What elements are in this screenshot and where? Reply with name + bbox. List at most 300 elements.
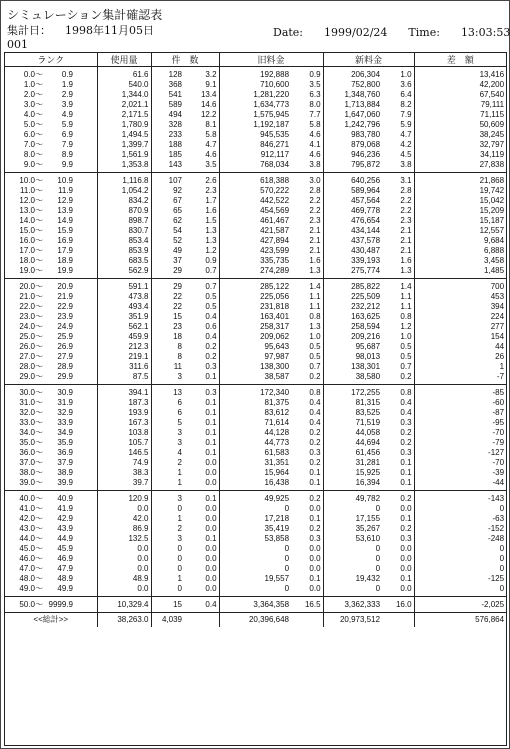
usage-cell: 212.3 — [97, 342, 151, 352]
count-pct-cell: 0.1 — [184, 448, 219, 458]
range-separator: ～ — [35, 428, 43, 437]
new-fee-pct-cell: 0.3 — [382, 448, 414, 458]
range-separator: ～ — [35, 322, 43, 331]
range-separator: ～ — [35, 362, 43, 371]
rank-cell — [5, 186, 97, 196]
new-fee-pct-cell: 0.1 — [382, 478, 414, 491]
diff-cell: 71,115 — [480, 110, 505, 119]
count-pct-cell: 0.0 — [184, 458, 219, 468]
col-usage-header: 使用量 — [97, 53, 151, 67]
new-fee-cell: 1,713,884 — [344, 100, 381, 109]
new-fee-cell: 0 — [375, 564, 381, 573]
count-pct-cell: 0.3 — [184, 362, 219, 372]
old-fee-cell: 258,317 — [260, 322, 290, 331]
count-cell: 92 — [173, 186, 182, 195]
rank-cell — [5, 584, 97, 597]
diff-cell: 19,742 — [479, 186, 505, 195]
table-row — [5, 196, 506, 206]
summary-table-frame — [4, 52, 507, 746]
rank-cell — [5, 514, 97, 524]
new-fee-cell: 457,564 — [351, 196, 381, 205]
rank-low: 15.0 — [19, 226, 35, 235]
old-fee-cell: 71,614 — [264, 418, 290, 427]
count-cell: 541 — [168, 90, 182, 99]
rank-high: 32.9 — [57, 408, 73, 417]
diff-cell: -152 — [488, 524, 505, 533]
usage-cell: 0.0 — [97, 504, 151, 514]
diff-cell: 15,042 — [479, 196, 505, 205]
old-fee-cell: 97,987 — [264, 352, 290, 361]
new-fee-pct-cell: 0.0 — [382, 504, 414, 514]
table-row — [5, 302, 506, 312]
count-pct-cell: 0.5 — [184, 302, 219, 312]
new-fee-pct-cell: 0.0 — [382, 554, 414, 564]
count-pct-cell: 0.6 — [184, 322, 219, 332]
new-fee-pct-cell: 0.1 — [382, 574, 414, 584]
print-time-label: Time: — [408, 26, 440, 39]
new-fee-cell: 31,281 — [355, 458, 381, 467]
table-row — [5, 597, 506, 613]
new-fee-cell: 589,964 — [351, 186, 381, 195]
count-cell: 67 — [173, 196, 182, 205]
new-fee-cell: 339,193 — [351, 256, 381, 265]
count-pct-cell: 0.4 — [184, 597, 219, 613]
diff-cell: 38,245 — [479, 130, 505, 139]
old-fee-cell: 3,364,358 — [219, 597, 291, 613]
count-pct-cell: 0.9 — [184, 256, 219, 266]
count-cell: 328 — [168, 120, 182, 129]
count-cell: 5 — [177, 418, 182, 427]
rank-high: 1.9 — [61, 80, 73, 89]
diff-cell: 32,797 — [479, 140, 505, 149]
rank-cell — [5, 100, 97, 110]
old-fee-pct-cell: 0.3 — [291, 448, 323, 458]
diff-cell: 0 — [414, 584, 506, 597]
table-row — [5, 140, 506, 150]
rank-high: 21.9 — [57, 292, 73, 301]
range-separator: ～ — [35, 408, 43, 417]
rank-cell — [5, 408, 97, 418]
range-separator: ～ — [35, 524, 43, 533]
count-pct-cell: 13.4 — [184, 90, 219, 100]
usage-cell: 0.0 — [97, 564, 151, 574]
range-separator: ～ — [35, 292, 43, 301]
new-fee-pct-cell: 0.1 — [382, 458, 414, 468]
rank-low: 4.0 — [23, 110, 35, 119]
new-fee-pct-cell: 3.6 — [382, 80, 414, 90]
count-pct-cell: 0.3 — [184, 385, 219, 399]
diff-cell: 79,111 — [480, 100, 505, 109]
total-label: <<総計>> — [5, 613, 97, 628]
table-row — [5, 206, 506, 216]
rank-high: 0.9 — [61, 70, 73, 79]
rank-low: 11.0 — [20, 186, 35, 195]
new-fee-pct-cell: 4.5 — [382, 150, 414, 160]
rank-cell — [5, 544, 97, 554]
table-row — [5, 418, 506, 428]
table-row — [5, 236, 506, 246]
diff-cell: 26 — [495, 352, 505, 361]
rank-high: 46.9 — [57, 554, 73, 563]
old-fee-pct-cell: 6.3 — [291, 90, 323, 100]
rank-low: 0.0 — [23, 70, 35, 79]
new-fee-cell: 206,304 — [351, 70, 381, 79]
rank-cell — [5, 362, 97, 372]
old-fee-pct-cell: 0.2 — [291, 524, 323, 534]
old-fee-cell: 44,773 — [264, 438, 290, 447]
old-fee-pct-cell: 0.5 — [291, 352, 323, 362]
diff-cell: 1 — [499, 362, 505, 371]
old-fee-pct-cell: 0.4 — [291, 408, 323, 418]
new-fee-cell: 795,872 — [323, 160, 382, 173]
range-separator: ～ — [35, 150, 43, 159]
rank-low: 13.0 — [19, 206, 35, 215]
diff-cell: -95 — [492, 418, 505, 427]
rank-low: 23.0 — [19, 312, 35, 321]
rank-cell — [5, 372, 97, 385]
old-fee-pct-cell: 1.3 — [291, 322, 323, 332]
count-pct-cell: 0.0 — [184, 524, 219, 534]
range-separator: ～ — [35, 574, 43, 583]
range-separator: ～ — [35, 564, 43, 573]
diff-cell: -70 — [492, 458, 505, 467]
rank-cell — [5, 448, 97, 458]
new-fee-cell: 469,778 — [351, 206, 381, 215]
new-fee-pct-cell: 2.1 — [382, 246, 414, 256]
range-separator: ～ — [35, 206, 43, 215]
rank-low: 43.0 — [19, 524, 35, 533]
usage-cell: 1,399.7 — [97, 140, 151, 150]
new-fee-cell: 0 — [375, 544, 381, 553]
old-fee-pct-cell: 1.6 — [291, 256, 323, 266]
table-row — [5, 226, 506, 236]
old-fee-pct-cell: 2.2 — [291, 206, 323, 216]
count-pct-cell: 4.7 — [184, 140, 219, 150]
rank-cell — [5, 554, 97, 564]
rank-low: 32.0 — [19, 408, 35, 417]
old-fee-pct-cell: 0.7 — [291, 362, 323, 372]
usage-cell: 187.3 — [97, 398, 151, 408]
new-fee-cell: 98,013 — [355, 352, 381, 361]
rank-low: 10.0 — [19, 176, 35, 185]
rank-low: 34.0 — [19, 428, 35, 437]
new-fee-pct-cell: 6.4 — [382, 90, 414, 100]
new-fee-cell: 434,144 — [351, 226, 381, 235]
count-pct-cell: 14.6 — [184, 100, 219, 110]
old-fee-cell: 618,388 — [260, 176, 290, 185]
table-row — [5, 312, 506, 322]
diff-cell: 0 — [499, 564, 505, 573]
new-fee-pct-cell: 0.8 — [382, 312, 414, 322]
old-fee-cell: 0 — [284, 554, 290, 563]
table-row — [5, 438, 506, 448]
new-fee-pct-cell: 0.2 — [382, 438, 414, 448]
usage-cell: 146.5 — [97, 448, 151, 458]
rank-high: 43.9 — [57, 524, 73, 533]
new-fee-cell: 1,242,796 — [344, 120, 381, 129]
range-separator: ～ — [35, 186, 43, 195]
old-fee-pct-cell: 0.3 — [291, 534, 323, 544]
usage-cell: 830.7 — [97, 226, 151, 236]
table-row — [5, 458, 506, 468]
range-separator: ～ — [35, 494, 43, 503]
usage-cell: 61.6 — [97, 67, 151, 81]
rank-cell — [5, 110, 97, 120]
usage-cell: 0.0 — [97, 544, 151, 554]
rank-high: 8.9 — [61, 150, 73, 159]
tally-date — [7, 25, 154, 37]
count-pct-cell: 0.5 — [184, 292, 219, 302]
count-pct-cell: 0.2 — [184, 352, 219, 362]
old-fee-cell: 15,964 — [264, 468, 290, 477]
rank-cell — [5, 491, 97, 505]
old-fee-pct-cell: 3.0 — [291, 173, 323, 187]
rank-high: 29.9 — [57, 372, 73, 381]
rank-low: 5.0 — [23, 120, 35, 129]
new-fee-cell: 163,625 — [351, 312, 381, 321]
rank-high: 13.9 — [57, 206, 73, 215]
rank-cell — [5, 534, 97, 544]
old-fee-cell: 49,925 — [264, 494, 290, 503]
diff-cell: 0 — [499, 544, 505, 553]
rank-cell — [5, 226, 97, 236]
new-fee-cell: 946,236 — [351, 150, 381, 159]
table-row — [5, 372, 506, 385]
count-pct-cell: 1.7 — [184, 196, 219, 206]
new-fee-pct-cell: 0.0 — [382, 564, 414, 574]
old-fee-pct-cell: 0.1 — [291, 514, 323, 524]
old-fee-cell: 172,340 — [260, 388, 290, 397]
table-row — [5, 584, 506, 597]
usage-cell: 493.4 — [97, 302, 151, 312]
new-fee-cell: 640,256 — [351, 176, 381, 185]
table-row — [5, 160, 506, 173]
rank-high: 17.9 — [57, 246, 73, 255]
count-pct-cell: 9.1 — [184, 80, 219, 90]
new-fee-pct-cell: 0.3 — [382, 534, 414, 544]
old-fee-pct-cell: 2.1 — [291, 246, 323, 256]
old-fee-pct-cell: 0.4 — [291, 398, 323, 408]
count-cell: 15 — [151, 597, 184, 613]
rank-high: 37.9 — [57, 458, 73, 467]
count-pct-cell: 0.0 — [184, 544, 219, 554]
count-pct-cell: 0.0 — [184, 574, 219, 584]
rank-cell — [5, 504, 97, 514]
table-row — [5, 67, 506, 81]
range-separator: ～ — [35, 130, 43, 139]
old-fee-cell: 0 — [284, 504, 290, 513]
old-fee-cell: 81,375 — [264, 398, 290, 407]
count-cell: 52 — [173, 236, 182, 245]
old-fee-pct-cell: 0.0 — [291, 544, 323, 554]
old-fee-cell: 335,735 — [260, 256, 290, 265]
range-separator: ～ — [35, 236, 43, 245]
rank-cell — [5, 438, 97, 448]
count-cell: 3 — [177, 438, 182, 447]
old-fee-pct-cell: 0.0 — [291, 564, 323, 574]
old-fee-pct-cell: 4.1 — [291, 140, 323, 150]
rank-high: 6.9 — [61, 130, 73, 139]
summary-table — [5, 53, 506, 627]
rank-cell — [5, 524, 97, 534]
new-fee-cell: 49,782 — [355, 494, 381, 503]
rank-high: 26.9 — [57, 342, 73, 351]
usage-cell: 562.1 — [97, 322, 151, 332]
old-fee-cell: 231,818 — [260, 302, 290, 311]
old-fee-pct-cell: 0.2 — [291, 372, 323, 385]
new-fee-cell: 1,647,060 — [344, 110, 381, 119]
old-fee-cell: 17,218 — [264, 514, 290, 523]
range-separator: ～ — [35, 302, 43, 311]
count-cell: 8 — [177, 352, 182, 361]
print-time: 13:03:53 — [460, 26, 510, 39]
new-fee-pct-cell: 0.5 — [382, 352, 414, 362]
range-separator: ～ — [35, 332, 43, 341]
diff-cell: -127 — [488, 448, 505, 457]
old-fee-pct-cell: 2.1 — [291, 236, 323, 246]
rank-high: 44.9 — [57, 534, 73, 543]
old-fee-cell: 461,467 — [260, 216, 290, 225]
rank-low: 14.0 — [19, 216, 35, 225]
old-fee-cell: 192,888 — [260, 70, 290, 79]
rank-low: 21.0 — [19, 292, 35, 301]
diff-cell: 277 — [490, 322, 505, 331]
table-row — [5, 544, 506, 554]
report-number: 001 — [7, 38, 28, 51]
new-fee-pct-cell: 0.0 — [382, 584, 414, 597]
old-fee-pct-cell: 0.1 — [291, 468, 323, 478]
rank-high: 7.9 — [61, 140, 73, 149]
old-fee-pct-cell: 0.8 — [291, 312, 323, 322]
rank-low: 22.0 — [19, 302, 35, 311]
range-separator: ～ — [35, 140, 43, 149]
usage-cell: 1,344.0 — [97, 90, 151, 100]
count-cell: 233 — [168, 130, 182, 139]
usage-cell: 1,116.8 — [97, 173, 151, 187]
col-old-fee-header: 旧料金 — [219, 53, 323, 67]
range-separator: ～ — [35, 448, 43, 457]
range-separator: ～ — [35, 554, 43, 563]
new-fee-cell: 275,774 — [323, 266, 382, 279]
usage-cell: 683.5 — [97, 256, 151, 266]
old-fee-pct-cell: 1.1 — [291, 302, 323, 312]
new-fee-pct-cell: 8.2 — [382, 100, 414, 110]
range-separator: ～ — [35, 70, 43, 79]
old-fee-cell: 1,575,945 — [253, 110, 290, 119]
new-fee-pct-cell: 1.1 — [382, 302, 414, 312]
old-fee-pct-cell: 0.2 — [291, 491, 323, 505]
old-fee-cell: 454,569 — [260, 206, 290, 215]
old-fee-pct-cell: 7.7 — [291, 110, 323, 120]
new-fee-pct-cell: 4.7 — [382, 130, 414, 140]
col-rank-header: ランク — [5, 53, 97, 67]
usage-cell: 311.6 — [97, 362, 151, 372]
count-cell: 3 — [177, 534, 182, 543]
table-row — [5, 173, 506, 187]
range-separator: ～ — [35, 352, 43, 361]
diff-cell: 34,119 — [480, 150, 505, 159]
new-fee-cell: 15,925 — [355, 468, 381, 477]
table-row — [5, 362, 506, 372]
old-fee-cell: 95,643 — [264, 342, 290, 351]
new-fee-pct-cell: 1.2 — [382, 322, 414, 332]
old-fee-cell: 0 — [284, 544, 290, 553]
new-fee-pct-cell: 2.1 — [382, 226, 414, 236]
count-cell: 6 — [177, 398, 182, 407]
rank-cell — [5, 279, 97, 293]
count-pct-cell: 0.2 — [184, 342, 219, 352]
new-fee-cell: 0 — [323, 584, 382, 597]
rank-high: 39.9 — [57, 478, 73, 487]
rank-high: 18.9 — [57, 256, 73, 265]
new-fee-pct-cell: 1.0 — [382, 332, 414, 342]
old-fee-cell: 35,419 — [264, 524, 290, 533]
rank-high: 12.9 — [57, 196, 73, 205]
usage-cell: 853.9 — [97, 246, 151, 256]
diff-cell: 13,416 — [479, 70, 505, 79]
count-pct-cell: 1.3 — [184, 236, 219, 246]
new-fee-cell: 752,800 — [351, 80, 381, 89]
range-separator: ～ — [35, 438, 43, 447]
rank-low: 20.0 — [19, 282, 35, 291]
count-cell: 37 — [173, 256, 182, 265]
rank-cell — [5, 322, 97, 332]
rank-cell — [5, 173, 97, 187]
old-fee-cell: 912,117 — [260, 150, 290, 159]
range-separator: ～ — [35, 196, 43, 205]
rank-high: 48.9 — [57, 574, 73, 583]
new-fee-pct-cell: 1.1 — [382, 292, 414, 302]
col-count-header: 件 数 — [151, 53, 219, 67]
rank-cell — [5, 90, 97, 100]
diff-cell: 394 — [490, 302, 505, 311]
count-cell: 3 — [177, 428, 182, 437]
new-fee-pct-cell: 0.8 — [382, 385, 414, 399]
usage-cell: 86.9 — [97, 524, 151, 534]
rank-low: 37.0 — [19, 458, 35, 467]
old-fee-cell: 1,281,220 — [253, 90, 290, 99]
table-row — [5, 110, 506, 120]
range-separator: ～ — [35, 504, 43, 513]
table-row — [5, 186, 506, 196]
range-separator: ～ — [35, 388, 43, 397]
usage-cell: 48.9 — [97, 574, 151, 584]
new-fee-cell: 430,487 — [351, 246, 381, 255]
new-fee-pct-cell: 0.5 — [382, 342, 414, 352]
diff-cell: 700 — [490, 282, 505, 291]
table-row — [5, 256, 506, 266]
table-row — [5, 322, 506, 332]
table-row — [5, 554, 506, 564]
diff-cell: -143 — [488, 494, 505, 503]
new-fee-pct-cell: 2.3 — [382, 216, 414, 226]
rank-cell — [5, 574, 97, 584]
new-fee-cell: 16,394 — [323, 478, 382, 491]
count-cell: 62 — [173, 216, 182, 225]
count-cell: 0 — [177, 554, 182, 563]
rank-high: 41.9 — [57, 504, 73, 513]
usage-cell: 0.0 — [97, 584, 151, 597]
old-fee-cell: 53,858 — [264, 534, 290, 543]
range-separator: ～ — [35, 110, 43, 119]
new-fee-cell: 209,216 — [351, 332, 381, 341]
count-pct-cell: 0.1 — [184, 418, 219, 428]
rank-cell — [5, 468, 97, 478]
usage-cell: 193.9 — [97, 408, 151, 418]
count-pct-cell: 0.1 — [184, 372, 219, 385]
count-cell: 29 — [151, 266, 184, 279]
count-pct-cell: 0.0 — [184, 554, 219, 564]
